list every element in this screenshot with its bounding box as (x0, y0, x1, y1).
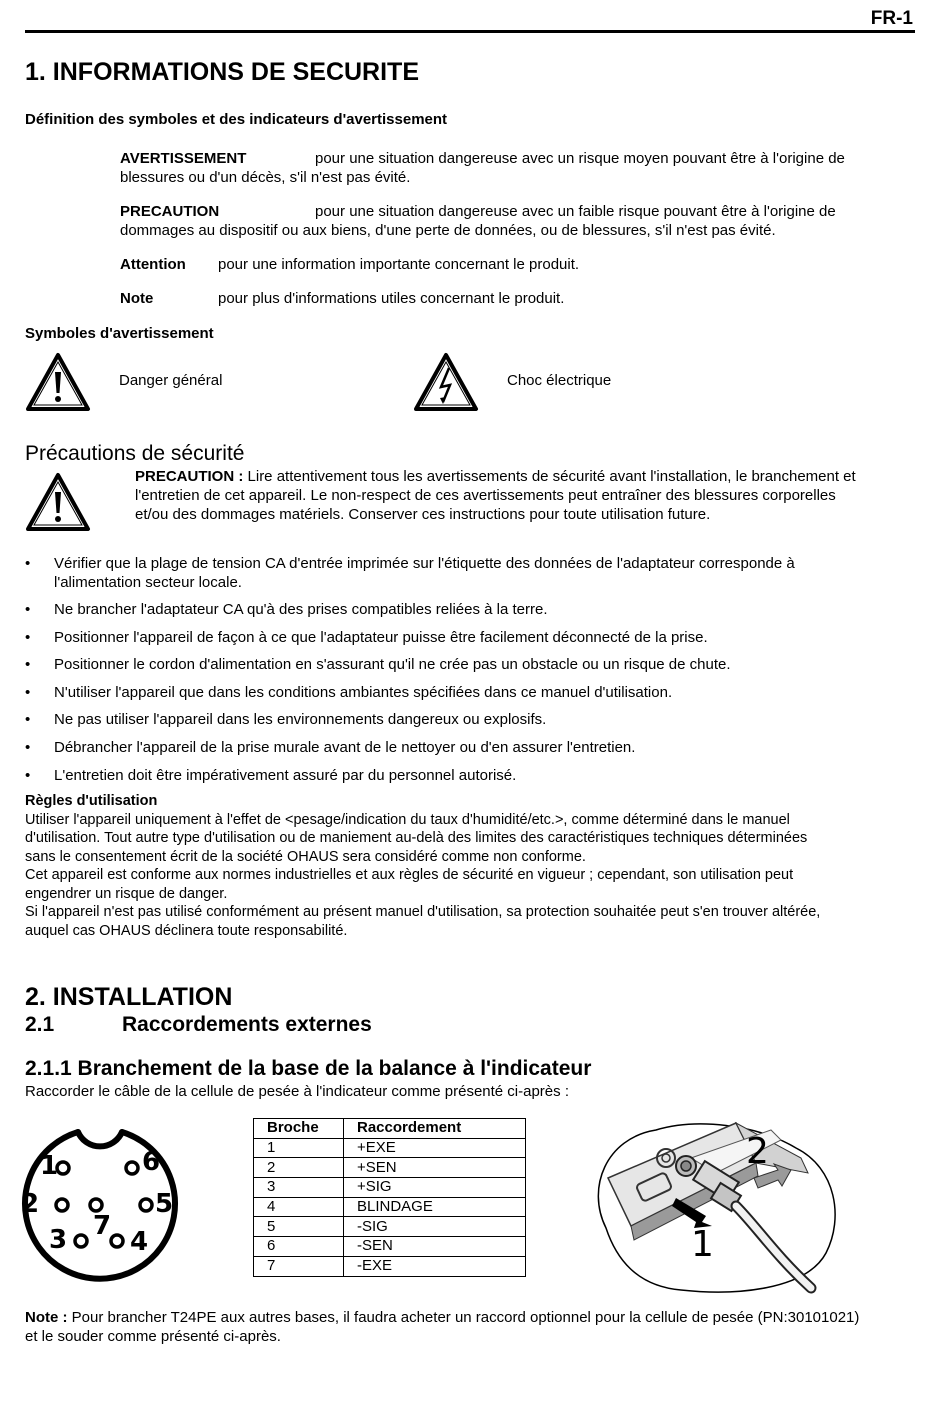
bullet-dot: • (25, 656, 31, 673)
pin-label: 1 (40, 1151, 59, 1181)
note-text-2: et le souder comme présenté ci-après. (25, 1328, 281, 1345)
table-cell: -SEN (344, 1237, 526, 1257)
bullet-text-5: N'utiliser l'appareil que dans les conditions ambiantes spécifiées dans ce manuel d'utilisation. (54, 684, 673, 701)
pin-label: 5 (155, 1189, 174, 1219)
bullet-dot: • (25, 555, 31, 572)
bullet-dot: • (25, 739, 31, 756)
pin-label: 4 (130, 1227, 149, 1257)
usage-line-6: Si l'appareil n'est pas utilisé conformément au présent manuel d'utilisation, sa protection souhaitée peut s'en trouver altérée, (25, 904, 821, 920)
section1-title: 1. INFORMATIONS DE SECURITE (25, 58, 420, 86)
bullet-text-8: L'entretien doit être impérativement assuré par du personnel autorisé. (54, 767, 517, 784)
table-row (254, 1178, 526, 1198)
subsubsection-title: 2.1.1 Branchement de la base de la balance à l'indicateur (25, 1057, 592, 1080)
def-term-attention: Attention (120, 256, 186, 273)
pin-table (253, 1118, 526, 1277)
symbols-heading: Symboles d'avertissement (25, 325, 214, 342)
bullet-text-1b: l'alimentation secteur locale. (54, 574, 242, 591)
table-cell: 1 (254, 1138, 344, 1158)
page-number: FR-1 (870, 8, 913, 29)
symbol-label-danger: Danger général (119, 372, 223, 389)
warning-triangle-icon (25, 352, 91, 412)
header-rule (25, 30, 915, 33)
table-row (254, 1197, 526, 1217)
photo-label-2: 2 (746, 1131, 769, 1172)
def-text-avertissement-2: blessures ou d'un décès, s'il n'est pas évité. (120, 169, 411, 186)
bullet-text-2: Ne brancher l'adaptateur CA qu'à des prises compatibles reliées à la terre. (54, 601, 548, 618)
connector-pinout-diagram (15, 1120, 185, 1290)
bullet-dot: • (25, 684, 31, 701)
table-row (254, 1138, 526, 1158)
bullet-text-1: Vérifier que la plage de tension CA d'entrée imprimée sur l'étiquette des données de l'adaptateur corresponde à (54, 555, 795, 572)
bullet-text-4: Positionner le cordon d'alimentation en s'assurant qu'il ne crée pas un obstacle ou un risque de chute. (54, 656, 731, 673)
table-cell: 7 (254, 1256, 344, 1276)
subsection-title: Raccordements externes (122, 1013, 372, 1036)
precaution-text-2: l'entretien de cet appareil. Le non-respect de ces avertissements peut entraîner des blessures corporelles (135, 487, 836, 504)
table-header-row (254, 1119, 526, 1139)
precaution-label: PRECAUTION : (135, 468, 244, 485)
usage-heading: Règles d'utilisation (25, 793, 158, 809)
install-intro: Raccorder le câble de la cellule de pesée à l'indicateur comme présenté ci-après : (25, 1083, 569, 1100)
table-cell: -SIG (344, 1217, 526, 1237)
table-cell: 3 (254, 1178, 344, 1198)
def-term-note: Note (120, 290, 154, 307)
definitions-heading: Définition des symboles et des indicateurs d'avertissement (25, 111, 448, 128)
usage-line-2: d'utilisation. Tout autre type d'utilisation ou de maniement au-delà des limites des caractéristiques techniques déterminées (25, 830, 808, 846)
precaution-warning-icon (25, 472, 91, 532)
table-cell: 4 (254, 1197, 344, 1217)
usage-line-4: Cet appareil est conforme aux normes industrielles et aux règles de sécurité en vigueur ; cependant, son utilisation peut (25, 867, 794, 883)
table-cell: 2 (254, 1158, 344, 1178)
bullet-dot: • (25, 711, 31, 728)
table-header-cell: Broche (254, 1119, 344, 1139)
def-term-precaution: PRECAUTION (120, 203, 220, 220)
table-row (254, 1256, 526, 1276)
pin-label: 7 (93, 1211, 112, 1241)
table-row (254, 1237, 526, 1257)
table-cell: 5 (254, 1217, 344, 1237)
section2-title: 2. INSTALLATION (25, 983, 233, 1011)
bullet-dot: • (25, 767, 31, 784)
bullet-text-3: Positionner l'appareil de façon à ce que l'adaptateur puisse être facilement déconnecté de la prise. (54, 629, 708, 646)
table-cell: +EXE (344, 1138, 526, 1158)
symbol-label-choc: Choc électrique (507, 372, 612, 389)
table-header-cell: Raccordement (344, 1119, 526, 1139)
precaution-text-3: et/ou des dommages matériels. Conserver ces instructions pour toute utilisation future. (135, 506, 711, 523)
precaution-paragraph-line1 (135, 467, 915, 486)
usage-line-1: Utiliser l'appareil uniquement à l'effet de <pesage/indication du taux d'humidité/etc.>, comme déterminé dans le manuel (25, 812, 790, 828)
table-cell: BLINDAGE (344, 1197, 526, 1217)
pin-label: 2 (21, 1189, 40, 1219)
def-text-note: pour plus d'informations utiles concernant le produit. (218, 290, 565, 307)
note-text-1: Pour brancher T24PE aux autres bases, il faudra acheter un raccord optionnel pour la cellule de pesée (PN:30101021) (71, 1309, 860, 1326)
table-cell: 6 (254, 1237, 344, 1257)
def-text-attention: pour une information importante concernant le produit. (218, 256, 580, 273)
table-row (254, 1217, 526, 1237)
table-cell: -EXE (344, 1256, 526, 1276)
connection-photo (586, 1118, 846, 1298)
note-label: Note : (25, 1309, 68, 1326)
table-row (254, 1158, 526, 1178)
photo-label-1: 1 (691, 1224, 714, 1265)
precaution-text-1: Lire attentivement tous les avertissements de sécurité avant l'installation, le branchement et (247, 468, 856, 485)
def-text-avertissement-1: pour une situation dangereuse avec un risque moyen pouvant être à l'origine de (315, 150, 845, 167)
precautions-heading: Précautions de sécurité (25, 442, 245, 465)
electric-shock-icon (413, 352, 479, 412)
pin-label: 3 (49, 1225, 68, 1255)
pin-label: 6 (142, 1147, 161, 1177)
def-text-precaution-1: pour une situation dangereuse avec un faible risque pouvant être à l'origine de (315, 203, 836, 220)
usage-line-7: auquel cas OHAUS déclinera toute responsabilité. (25, 923, 348, 939)
note-line1 (25, 1308, 925, 1327)
table-cell: +SEN (344, 1158, 526, 1178)
bullet-dot: • (25, 629, 31, 646)
usage-line-3: sans le consentement écrit de la société OHAUS sera considéré comme non conforme. (25, 849, 586, 865)
bullet-dot: • (25, 601, 31, 618)
bullet-text-6: Ne pas utiliser l'appareil dans les environnements dangereux ou explosifs. (54, 711, 547, 728)
subsection-number: 2.1 (25, 1013, 55, 1036)
table-cell: +SIG (344, 1178, 526, 1198)
usage-line-5: engendrer un risque de danger. (25, 886, 228, 902)
def-term-avertissement: AVERTISSEMENT (120, 150, 247, 167)
def-text-precaution-2: dommages au dispositif ou aux biens, d'une perte de données, ou de blessures, s'il n'est pas évité. (120, 222, 776, 239)
bullet-text-7: Débrancher l'appareil de la prise murale avant de le nettoyer ou d'en assurer l'entretien. (54, 739, 636, 756)
